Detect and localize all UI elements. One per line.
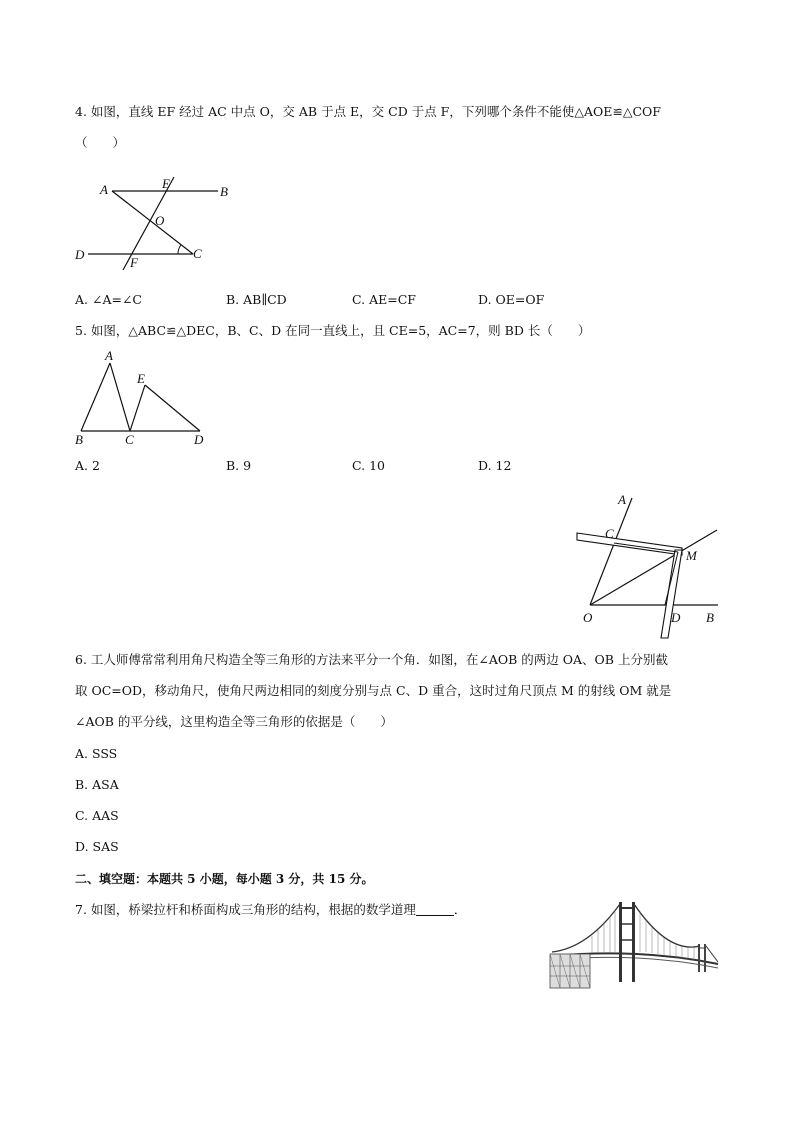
q7-stem-end: ． (453, 902, 467, 917)
q4-option-d: D. OE=OF (478, 292, 545, 307)
q6-label-B: B (706, 610, 714, 625)
q7-stem (75, 902, 466, 918)
q6-label-A: A (618, 492, 626, 507)
q6-figure (570, 488, 730, 648)
q4-label-E: E (162, 176, 170, 191)
q5-option-d: D. 12 (478, 458, 512, 473)
q4-label-F: F (130, 255, 138, 270)
q6-label-D: D (671, 610, 681, 625)
q4-label-B: B (220, 184, 228, 199)
q5-option-a: A. 2 (75, 458, 100, 473)
q6-line2: 取 OC=OD，移动角尺，使角尺两边相同的刻度分别与点 C、D 重合，这时过角尺顶点 M 的射线 OM 就是 (75, 683, 672, 698)
q4-label-C: C (193, 246, 202, 261)
q6-label-O: O (583, 610, 593, 625)
q7-stem-text: 7. 如图，桥梁拉杆和桥面构成三角形的结构，根据的数学道理 (75, 902, 416, 917)
q4-option-b: B. AB∥CD (226, 292, 287, 307)
q5-label-B: B (75, 432, 83, 447)
q6-line3: ∠AOB 的平分线，这里构造全等三角形的依据是（ ） (75, 714, 393, 729)
q6-label-M: M (686, 548, 697, 563)
q4-label-A: A (100, 182, 108, 197)
q7-answer-blank (416, 903, 454, 916)
q4-paren: （ ） (75, 135, 126, 150)
q6-option-b: B. ASA (75, 777, 119, 792)
q5-label-C: C (125, 432, 134, 447)
q5-stem: 5. 如图，△ABC≌△DEC，B、C、D 在同一直线上，且 CE=5，AC=7，则 BD 长（ ） (75, 323, 591, 338)
q5-label-D: D (194, 432, 204, 447)
q4-figure (70, 172, 240, 272)
bridge-image (548, 896, 720, 994)
q5-option-b: B. 9 (226, 458, 252, 473)
q5-figure (70, 348, 220, 448)
q5-label-A: A (105, 348, 113, 363)
q5-label-E: E (137, 371, 145, 386)
q6-line1: 6. 工人师傅常常利用角尺构造全等三角形的方法来平分一个角．如图，在∠AOB 的两边 OA、OB 上分别截 (75, 652, 668, 667)
q6-label-C: C (605, 526, 614, 541)
q4-stem: 4. 如图，直线 EF 经过 AC 中点 O，交 AB 于点 E，交 CD 于点 F，下列哪个条件不能使△AOE≌△COF (75, 104, 661, 119)
q4-option-a: A. ∠A=∠C (75, 292, 142, 307)
q6-option-d: D. SAS (75, 839, 119, 854)
q6-option-c: C. AAS (75, 808, 119, 823)
q5-option-c: C. 10 (352, 458, 385, 473)
q6-option-a: A. SSS (75, 746, 118, 761)
q4-label-D: D (75, 247, 85, 262)
q4-option-c: C. AE=CF (352, 292, 416, 307)
q4-label-O: O (155, 213, 165, 228)
section-heading: 二、填空题：本题共 5 小题，每小题 3 分，共 15 分。 (75, 872, 374, 886)
